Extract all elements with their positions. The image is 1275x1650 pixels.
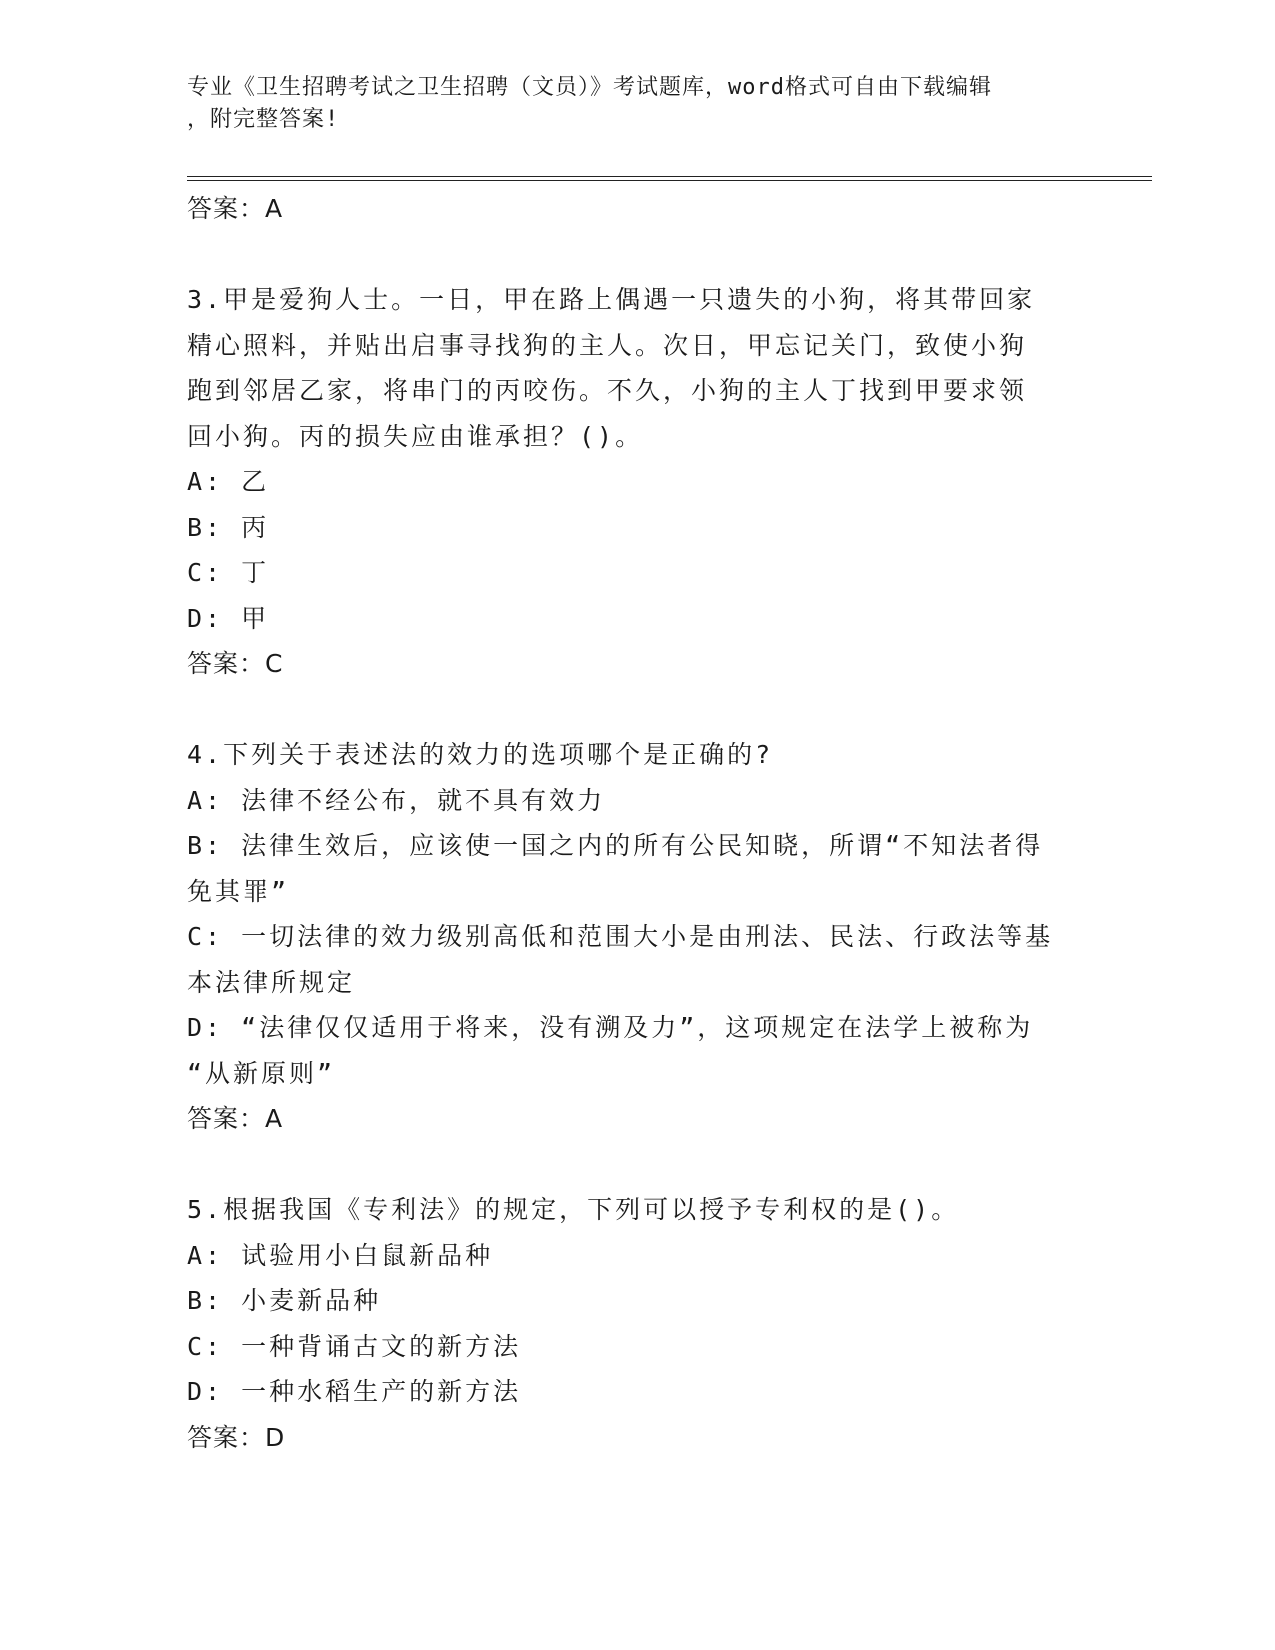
question-4-option-d: D: “法律仅仅适用于将来，没有溯及力”，这项规定在法学上被称为: [187, 1013, 1034, 1042]
question-4-option-b-cont: 免其罪”: [187, 876, 290, 906]
spacer: [187, 687, 1067, 733]
question-5-option-c: C: 一种背诵古文的新方法: [187, 1331, 522, 1361]
question-4-option-c-cont: 本法律所规定: [187, 967, 356, 997]
question-content: [187, 186, 1067, 1460]
spacer: [187, 232, 1067, 278]
question-3-option-b: B: 丙: [187, 512, 270, 542]
page-header: [187, 72, 1067, 136]
question-5-option-d: D: 一种水稻生产的新方法: [187, 1377, 522, 1406]
header-divider: [187, 176, 1152, 181]
question-4-stem-line: 4.下列关于表述法的效力的选项哪个是正确的?: [187, 740, 774, 769]
question-5-option-a: A: 试验用小白鼠新品种: [187, 1240, 494, 1270]
question-4-option-a: A: 法律不经公布，就不具有效力: [187, 785, 606, 815]
question-5: [187, 1187, 1067, 1460]
question-3-stem-line: 跑到邻居乙家，将串门的丙咬伤。不久，小狗的主人丁找到甲要求领: [187, 376, 1028, 405]
question-5-stem-line: 5.根据我国《专利法》的规定，下列可以授予专利权的是()。: [187, 1195, 960, 1224]
question-3-option-c: C: 丁: [187, 558, 270, 587]
answer-q3: 答案：C: [187, 649, 284, 678]
question-3-stem-line: 回小狗。丙的损失应由谁承担？()。: [187, 421, 644, 451]
header-line-1: 专业《卫生招聘考试之卫生招聘（文员）》考试题库，word格式可自由下载编辑: [187, 75, 992, 100]
question-4-option-b: B: 法律生效后，应该使一国之内的所有公民知晓，所谓“不知法者得: [187, 831, 1044, 860]
question-3-stem-line: 3.甲是爱狗人士。一日，甲在路上偶遇一只遗失的小狗，将其带回家: [187, 285, 1036, 314]
spacer: [187, 1142, 1067, 1188]
answer-q4: 答案：A: [187, 1104, 284, 1133]
question-3-stem-line: 精心照料，并贴出启事寻找狗的主人。次日，甲忘记关门，致使小狗: [187, 330, 1028, 360]
header-line-2: ，附完整答案!: [187, 107, 340, 132]
answer-q5: 答案：D: [187, 1422, 286, 1452]
question-3-option-a: A: 乙: [187, 467, 270, 496]
question-3: [187, 277, 1067, 687]
question-5-option-b: B: 小麦新品种: [187, 1286, 382, 1315]
question-4: [187, 732, 1067, 1142]
question-3-option-d: D: 甲: [187, 603, 270, 633]
answer-q2: 答案：A: [187, 194, 284, 223]
question-4-option-d-cont: “从新原则”: [187, 1058, 336, 1088]
question-4-option-c: C: 一切法律的效力级别高低和范围大小是由刑法、民法、行政法等基: [187, 922, 1054, 951]
